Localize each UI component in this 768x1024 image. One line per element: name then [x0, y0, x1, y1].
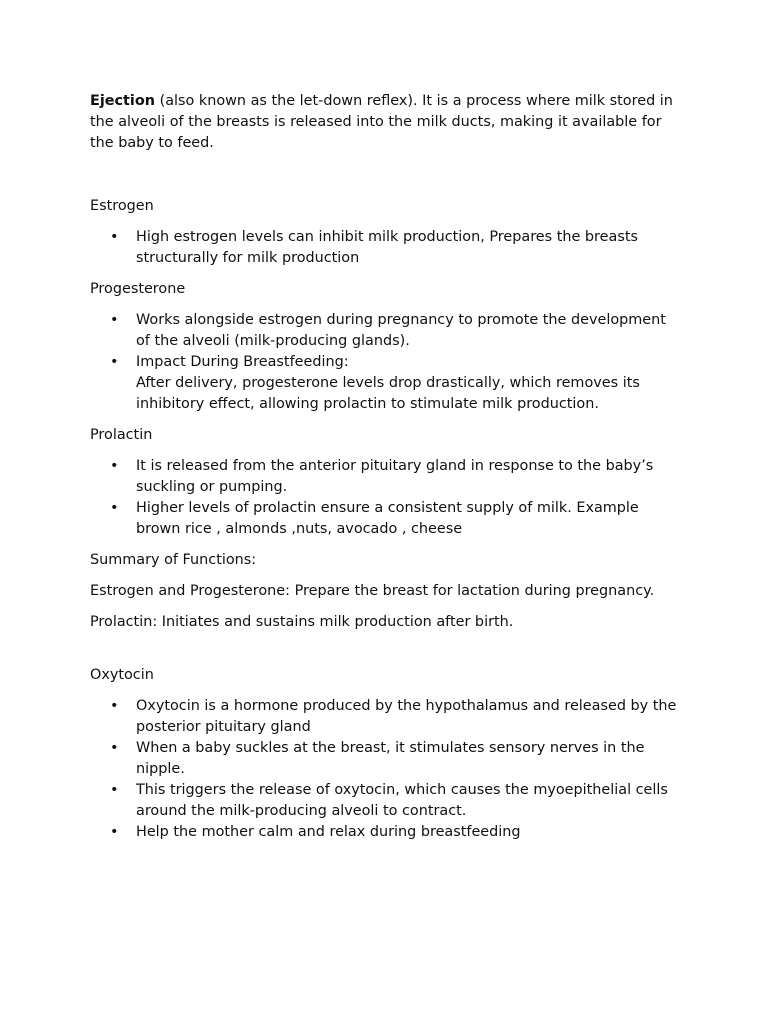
prolactin-heading: Prolactin [90, 427, 153, 443]
list-item [90, 498, 682, 540]
list-item-text: Works alongside estrogen during pregnancy to promote the development of the alveoli (milk-producing glands). [136, 312, 666, 349]
prolactin-list [90, 456, 682, 540]
summary-line-estrogen-progesterone: Estrogen and Progesterone: Prepare the breast for lactation during pregnancy. [90, 583, 655, 599]
list-item [90, 227, 682, 269]
estrogen-list [90, 227, 682, 269]
list-item-text: It is released from the anterior pituitary gland in response to the baby’s suckling or pumping. [136, 458, 654, 495]
ejection-term: Ejection [90, 93, 155, 109]
list-item [90, 738, 682, 780]
list-item-subheading: Impact During Breastfeeding: [136, 354, 349, 370]
list-item-text: When a baby suckles at the breast, it stimulates sensory nerves in the nipple. [136, 740, 645, 777]
summary-heading: Summary of Functions: [90, 552, 257, 568]
estrogen-heading: Estrogen [90, 198, 154, 214]
list-item [90, 352, 682, 415]
list-item-text: Help the mother calm and relax during breastfeeding [136, 824, 521, 840]
list-item-text: Oxytocin is a hormone produced by the hypothalamus and released by the posterior pituitary gland [136, 698, 677, 735]
bullet-icon: • [110, 782, 119, 798]
list-item-text: High estrogen levels can inhibit milk production, Prepares the breasts structurally for milk production [136, 229, 638, 266]
bullet-icon: • [110, 458, 119, 474]
progesterone-list [90, 310, 682, 415]
bullet-icon: • [110, 312, 119, 328]
list-item-text: After delivery, progesterone levels drop drastically, which removes its inhibitory effect, allowing prolactin to stimulate milk production. [136, 375, 640, 412]
oxytocin-heading: Oxytocin [90, 667, 154, 683]
bullet-icon: • [110, 698, 119, 714]
document-page [90, 91, 682, 853]
bullet-icon: • [110, 824, 119, 840]
list-item [90, 696, 682, 738]
bullet-icon: • [110, 229, 119, 245]
oxytocin-list [90, 696, 682, 843]
bullet-icon: • [110, 740, 119, 756]
list-item [90, 310, 682, 352]
intro-paragraph [90, 91, 682, 154]
list-item-text: Higher levels of prolactin ensure a consistent supply of milk. Example brown rice , almonds ,nuts, avocado , cheese [136, 500, 639, 537]
list-item [90, 456, 682, 498]
bullet-icon: • [110, 354, 119, 370]
progesterone-heading: Progesterone [90, 281, 186, 297]
list-item [90, 822, 682, 843]
list-item-text: This triggers the release of oxytocin, which causes the myoepithelial cells around the milk-producing alveoli to contract. [136, 782, 668, 819]
list-item [90, 780, 682, 822]
intro-text: (also known as the let-down reflex). It is a process where milk stored in the alveoli of the breasts is released into the milk ducts, making it available for the baby to feed. [90, 93, 673, 151]
summary-line-prolactin: Prolactin: Initiates and sustains milk production after birth. [90, 614, 514, 630]
bullet-icon: • [110, 500, 119, 516]
